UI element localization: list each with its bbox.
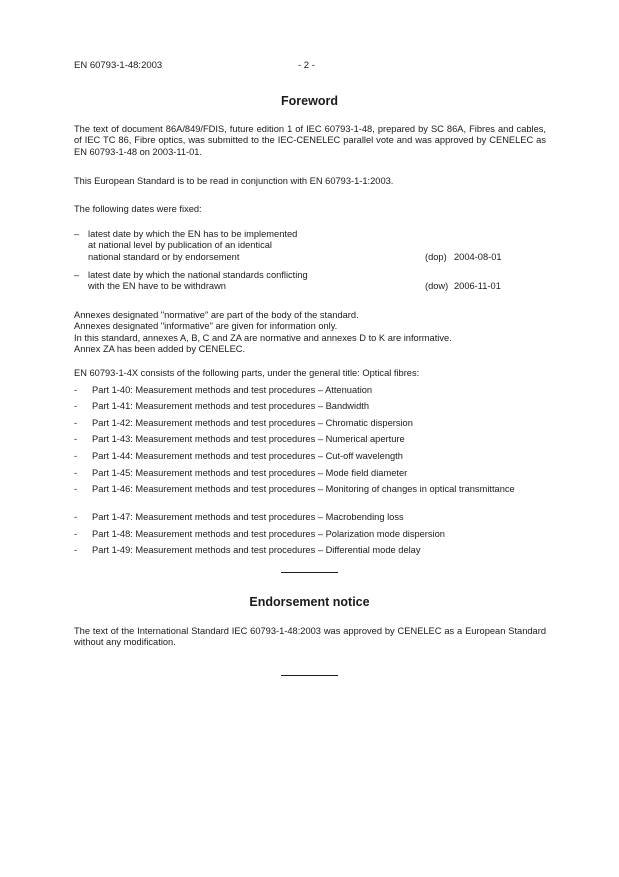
list-hyphen: - [74,529,78,539]
annex-line: Annexes designated "informative" are given for information only. [74,321,338,332]
part-text: Part 1-49: Measurement methods and test procedures – Differential mode delay [92,545,421,555]
endorsement-paragraph: The text of the International Standard IEC 60793-1-48:2003 was approved by CENELEC as a European Standard without any modification. [74,626,546,648]
date-item-date: 2004-08-01 [454,251,502,262]
dates-intro: The following dates were fixed: [74,204,202,214]
part-text: Part 1-46: Measurement methods and test procedures – Monitoring of changes in optical transmittance [92,484,515,494]
list-hyphen: - [74,468,78,478]
part-text: Part 1-48: Measurement methods and test procedures – Polarization mode dispersion [92,529,445,539]
annex-line: In this standard, annexes A, B, C and ZA are normative and annexes D to K are informative. [74,332,452,343]
date-item-text: latest date by which the national standards conflicting with the EN have to be withdrawn [88,270,308,292]
list-hyphen: - [74,451,78,461]
list-hyphen: - [74,385,78,395]
list-hyphen: - [74,434,78,444]
page-number: - 2 - [298,60,315,71]
date-item-text: latest date by which the EN has to be implemented at national level by publication of an identical national standard or by endorsement [88,229,298,262]
list-hyphen: - [74,545,78,555]
part-text: Part 1-45: Measurement methods and test procedures – Mode field diameter [92,468,408,478]
foreword-title: Foreword [281,94,338,108]
annex-line: Annexes designated "normative" are part of the body of the standard. [74,310,359,320]
part-text: Part 1-42: Measurement methods and test procedures – Chromatic dispersion [92,418,413,428]
parts-intro: EN 60793-1-4X consists of the following parts, under the general title: Optical fibres: [74,368,420,378]
part-text: Part 1-47: Measurement methods and test procedures – Macrobending loss [92,512,404,522]
list-hyphen: - [74,418,78,428]
date-item-code: (dow) [425,281,449,292]
part-text: Part 1-44: Measurement methods and test procedures – Cut-off wavelength [92,451,403,461]
endorsement-title: Endorsement notice [249,595,370,609]
part-text: Part 1-41: Measurement methods and test procedures – Bandwidth [92,401,369,411]
list-hyphen: - [74,512,78,522]
part-text: Part 1-43: Measurement methods and test procedures – Numerical aperture [92,434,405,444]
foreword-paragraph-2: This European Standard is to be read in conjunction with EN 60793-1-1:2003. [74,176,394,186]
section-divider [281,675,338,676]
list-hyphen: - [74,401,78,411]
list-hyphen: - [74,484,78,494]
date-item-date: 2006-11-01 [454,281,501,292]
dash-marker: – [74,270,80,280]
dash-marker: – [74,229,80,239]
annex-line: Annex ZA has been added by CENELEC. [74,344,246,355]
document-id: EN 60793-1-48:2003 [74,60,163,71]
annex-notes [74,310,546,356]
part-text: Part 1-40: Measurement methods and test procedures – Attenuation [92,385,373,395]
section-divider [281,572,338,573]
foreword-paragraph-1: The text of document 86A/849/FDIS, future edition 1 of IEC 60793-1-48, prepared by SC 86A, Fibres and cables, of IEC TC 86, Fibre optics, was submitted to the IEC-CENELEC parallel vote and was approved by CENELEC as EN 60793-1-48 on 2003-11-01. [74,124,546,157]
date-item-code: (dop) [425,251,447,262]
